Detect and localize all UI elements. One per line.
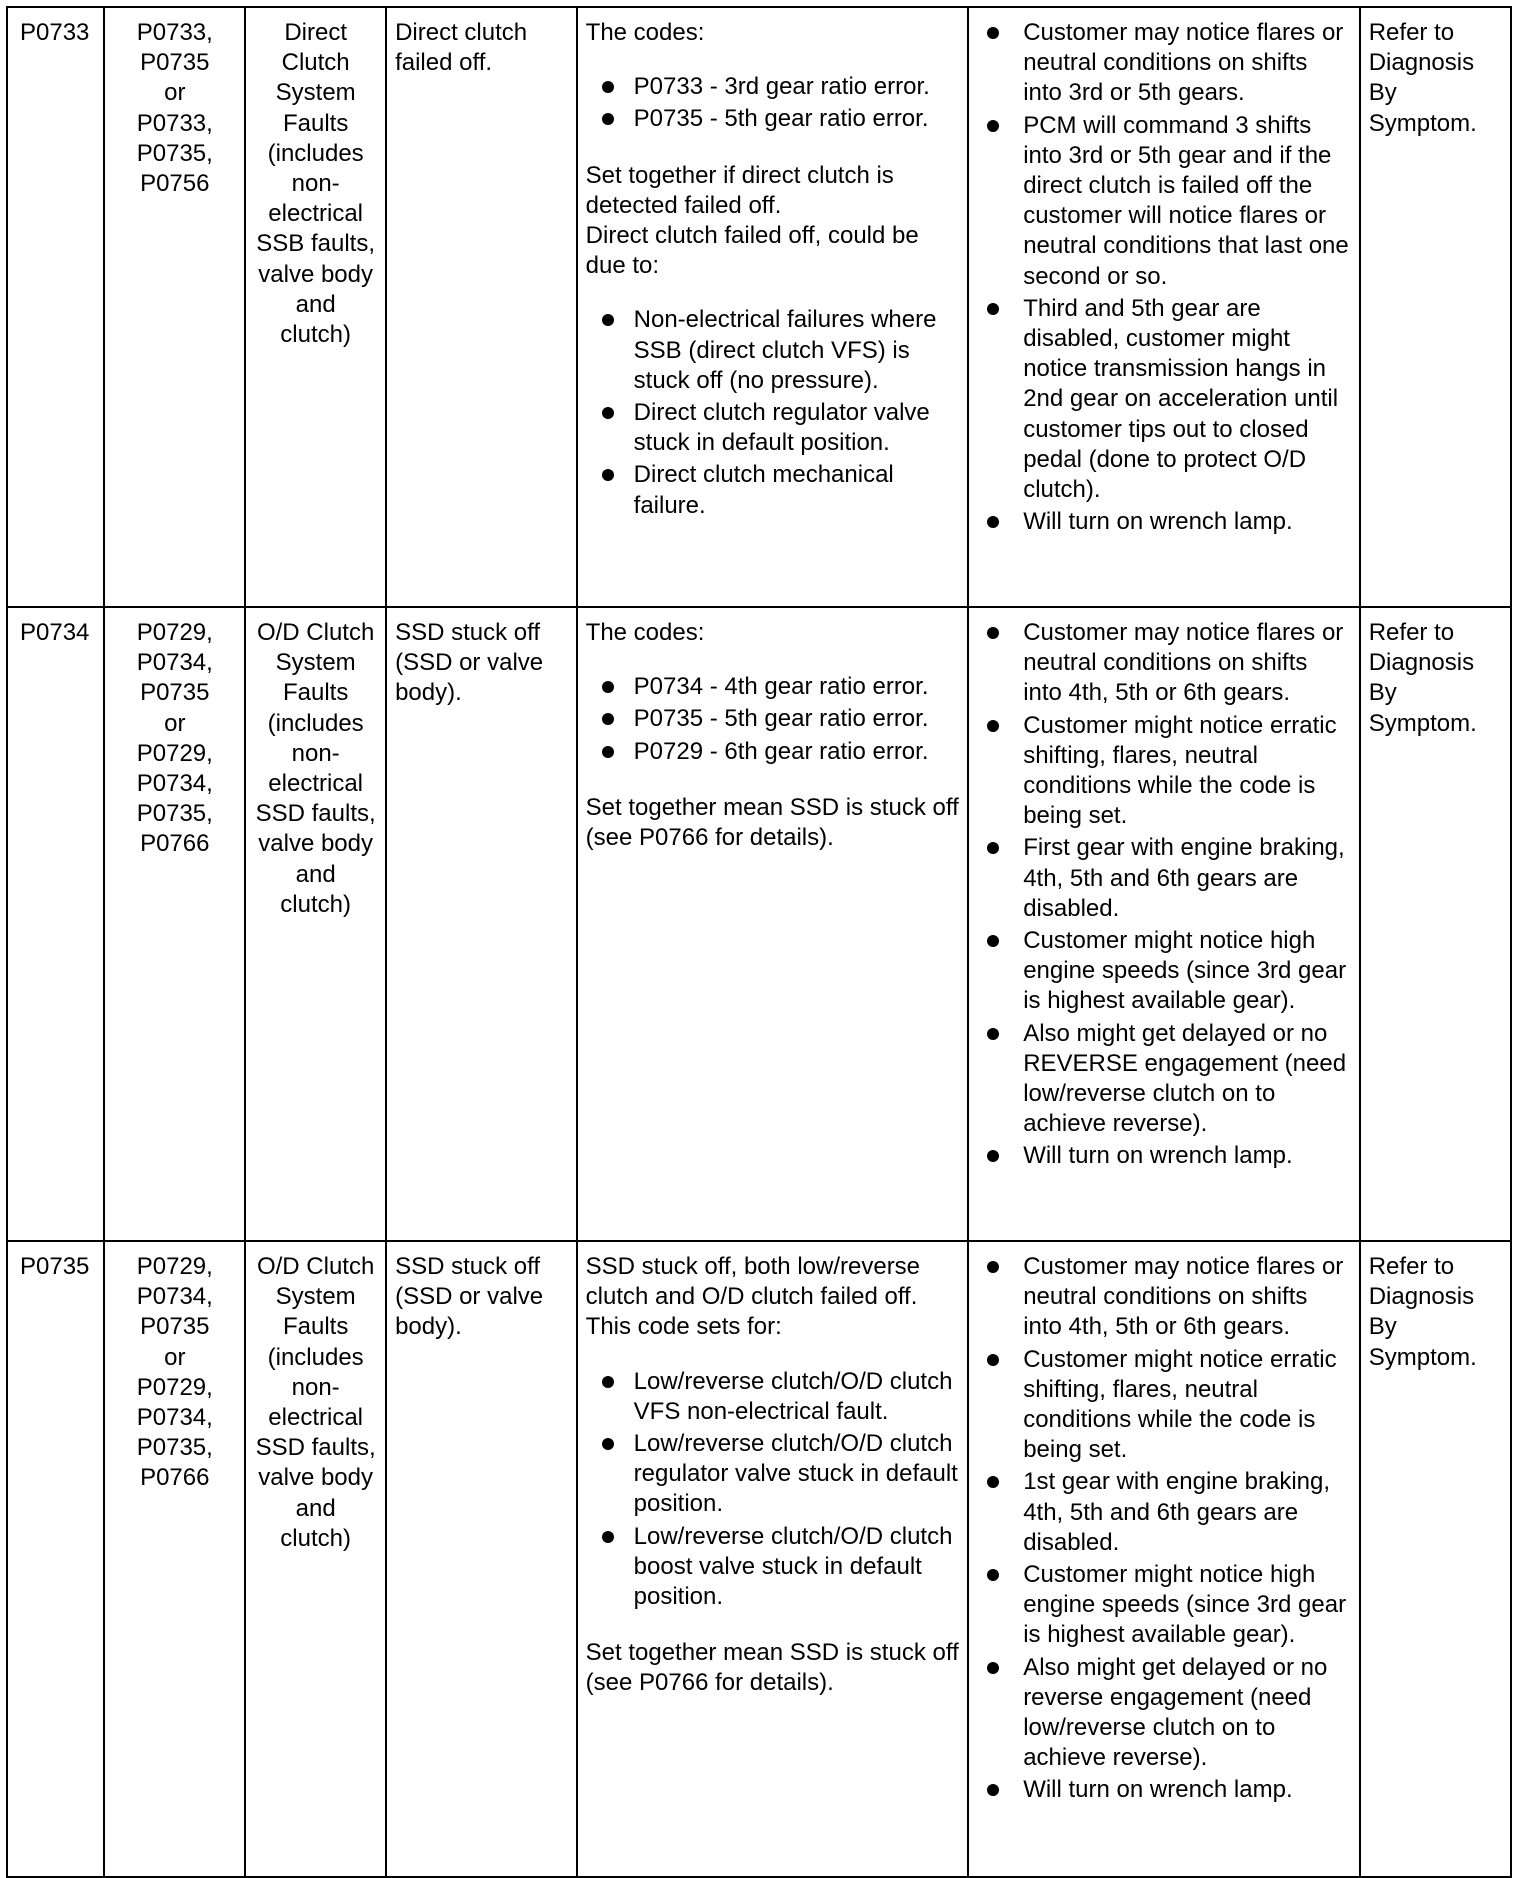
system-name-line: O/D Clutch [256,1253,375,1280]
condition-line: (SSD or valve [395,1283,544,1311]
spacer [586,769,960,793]
spacer [586,48,960,72]
action-line: Diagnosis [1368,1283,1475,1311]
list-item: Also might get delayed or no reverse engagement (need low/reverse clutch on to achieve reverse). [991,1653,1351,1774]
system-name-line: System Faults [275,1283,356,1341]
related-codes-line: P0734, [136,1404,213,1432]
related-codes-line: P0729, [136,1253,213,1280]
condition-line: failed off. [395,49,493,77]
list-item: 1st gear with engine braking, 4th, 5th and 6th gears are disabled. [991,1467,1351,1558]
list-item: P0734 - 4th gear ratio error. [602,672,960,702]
list-item: Customer might notice erratic shifting, flares, neutral conditions while the code is being set. [991,711,1351,832]
condition-line: SSD stuck off [395,1253,541,1280]
list-item: Customer may notice flares or neutral conditions on shifts into 4th, 5th or 6th gears. [991,618,1351,709]
diagnostic-table-container [6,6,1512,1878]
symptom-list [991,18,1351,537]
action-line: Symptom. [1368,709,1477,737]
related-codes-line: P0735 [140,679,210,707]
list-item: P0735 - 5th gear ratio error. [602,104,960,134]
related-codes-line: or [164,709,186,737]
action-line: Refer to [1368,619,1455,646]
dtc-code-cell [7,1241,104,1877]
list-item: First gear with engine braking, 4th, 5th and 6th gears are disabled. [991,833,1351,924]
related-codes-line: P0733, [136,109,213,137]
dtc-code: P0734 [20,619,90,646]
condition-cell [386,607,577,1241]
related-codes-line: P0734, [136,770,213,798]
description-cell [577,607,969,1241]
spacer [586,1614,960,1638]
related-codes-line: P0734, [136,649,213,677]
related-codes-line: P0735 [140,49,210,77]
action-line: Diagnosis [1368,49,1475,77]
action-cell [1360,7,1511,607]
action-line: Symptom. [1368,109,1477,137]
related-codes-line: P0735, [136,800,213,828]
description-intro: The codes: [585,619,705,646]
system-name-line: (includes [267,709,364,737]
spacer [586,648,960,672]
system-name-line: clutch) [280,321,351,349]
system-name-line: non-electrical [268,170,363,228]
spacer [586,137,960,161]
symptom-list [991,1252,1351,1806]
related-codes-line: P0734, [136,1283,213,1311]
list-item: Also might get delayed or no REVERSE engagement (need low/reverse clutch on to achieve reverse). [991,1019,1351,1140]
list-item: Customer might notice high engine speeds (since 3rd gear is highest available gear). [991,926,1351,1017]
list-item: Low/reverse clutch/O/D clutch boost valve stuck in default position. [602,1522,960,1613]
system-name-cell [245,7,386,607]
condition-line: Direct clutch [395,19,528,46]
list-item: Non-electrical failures where SSB (direct clutch VFS) is stuck off (no pressure). [602,305,960,396]
dtc-code: P0733 [20,19,90,46]
action-line: Diagnosis [1368,649,1475,677]
list-item: Customer might notice high engine speeds (since 3rd gear is highest available gear). [991,1560,1351,1651]
system-name-line: O/D Clutch [256,619,375,646]
related-codes-line: P0729, [136,619,213,646]
list-item: Will turn on wrench lamp. [991,1141,1351,1171]
system-name-line: System Faults [275,79,356,137]
symptoms-cell [968,607,1360,1241]
description-cell [577,1241,969,1877]
list-item: Third and 5th gear are disabled, customer might notice transmission hangs in 2nd gear on acceleration until customer tips out to closed pedal (done to protect O/D clutch). [991,294,1351,505]
system-name-line: System Faults [275,649,356,707]
spacer [586,1343,960,1367]
table-row [7,607,1511,1241]
related-codes-line: P0733, [136,19,213,46]
description-intro: SSD stuck off, both low/reverse clutch and O/D clutch failed off. This code sets for: [585,1253,921,1341]
code-list [586,1367,960,1613]
list-item: Customer may notice flares or neutral conditions on shifts into 4th, 5th or 6th gears. [991,1252,1351,1343]
system-name-line: non-electrical [268,1373,363,1432]
system-name-line: valve body and [258,830,374,888]
description-text: Set together if direct clutch is detected failed off. [585,161,894,219]
list-item: Low/reverse clutch/O/D clutch VFS non-electrical fault. [602,1367,960,1427]
description-cell [577,7,969,607]
description-intro: The codes: [585,19,705,46]
system-name-line: Direct Clutch [281,19,350,77]
list-item: Direct clutch regulator valve stuck in default position. [602,398,960,458]
condition-line: (SSD or valve [395,649,544,677]
system-name-line: clutch) [280,890,351,918]
system-name-line: (includes [267,139,364,167]
code-list [586,672,960,767]
system-name-line: valve body and [258,1464,374,1522]
table-row [7,7,1511,607]
description-text: Set together mean SSD is stuck off (see P0766 for details). [585,1639,959,1697]
related-codes-line: P0735, [136,139,213,167]
action-line: By [1368,79,1397,107]
action-line: Refer to [1368,1253,1455,1280]
action-cell [1360,607,1511,1241]
list-item: P0729 - 6th gear ratio error. [602,737,960,767]
condition-line: body). [395,679,462,707]
related-codes-cell [104,7,245,607]
code-list [586,72,960,134]
related-codes-line: P0735 [140,1313,210,1341]
diagnostic-table [6,6,1512,1878]
system-name-line: SSD faults, [255,800,376,828]
list-item: Will turn on wrench lamp. [991,1775,1351,1805]
related-codes-line: or [164,79,186,107]
list-item: Direct clutch mechanical failure. [602,460,960,520]
related-codes-line: or [164,1343,186,1371]
related-codes-cell [104,1241,245,1877]
action-line: Symptom. [1368,1343,1477,1371]
related-codes-line: P0766 [140,1464,210,1492]
spacer [586,281,960,305]
action-line: By [1368,1313,1397,1341]
dtc-code-cell [7,7,104,607]
system-name-cell [245,607,386,1241]
system-name-line: valve body and [258,260,374,318]
list-item: Will turn on wrench lamp. [991,507,1351,537]
system-name-line: clutch) [280,1524,351,1552]
related-codes-line: P0766 [140,830,210,858]
related-codes-cell [104,607,245,1241]
cause-list [586,305,960,520]
condition-cell [386,1241,577,1877]
system-name-line: SSD faults, [255,1434,376,1462]
related-codes-line: P0756 [140,170,210,198]
action-line: Refer to [1368,19,1455,46]
list-item: P0733 - 3rd gear ratio error. [602,72,960,102]
list-item: P0735 - 5th gear ratio error. [602,704,960,734]
condition-line: body). [395,1313,462,1341]
condition-cell [386,7,577,607]
system-name-line: non-electrical [268,739,363,798]
system-name-cell [245,1241,386,1877]
symptoms-cell [968,7,1360,607]
list-item: Low/reverse clutch/O/D clutch regulator valve stuck in default position. [602,1429,960,1520]
symptom-list [991,618,1351,1172]
related-codes-line: P0729, [136,739,213,767]
related-codes-line: P0729, [136,1373,213,1401]
table-body [7,7,1511,1877]
dtc-code: P0735 [20,1253,90,1280]
system-name-line: SSB faults, [256,230,376,258]
system-name-line: (includes [267,1343,364,1371]
symptoms-cell [968,1241,1360,1877]
description-text: Set together mean SSD is stuck off (see P0766 for details). [585,793,959,852]
description-text: Direct clutch failed off, could be due to: [585,222,919,280]
action-line: By [1368,679,1397,707]
action-cell [1360,1241,1511,1877]
table-row [7,1241,1511,1877]
condition-line: SSD stuck off [395,619,541,646]
list-item: PCM will command 3 shifts into 3rd or 5th gear and if the direct clutch is failed off the customer will notice flares or neutral conditions that last one second or so. [991,111,1351,292]
list-item: Customer might notice erratic shifting, flares, neutral conditions while the code is being set. [991,1345,1351,1466]
list-item: Customer may notice flares or neutral conditions on shifts into 3rd or 5th gears. [991,18,1351,109]
related-codes-line: P0735, [136,1434,213,1462]
dtc-code-cell [7,607,104,1241]
